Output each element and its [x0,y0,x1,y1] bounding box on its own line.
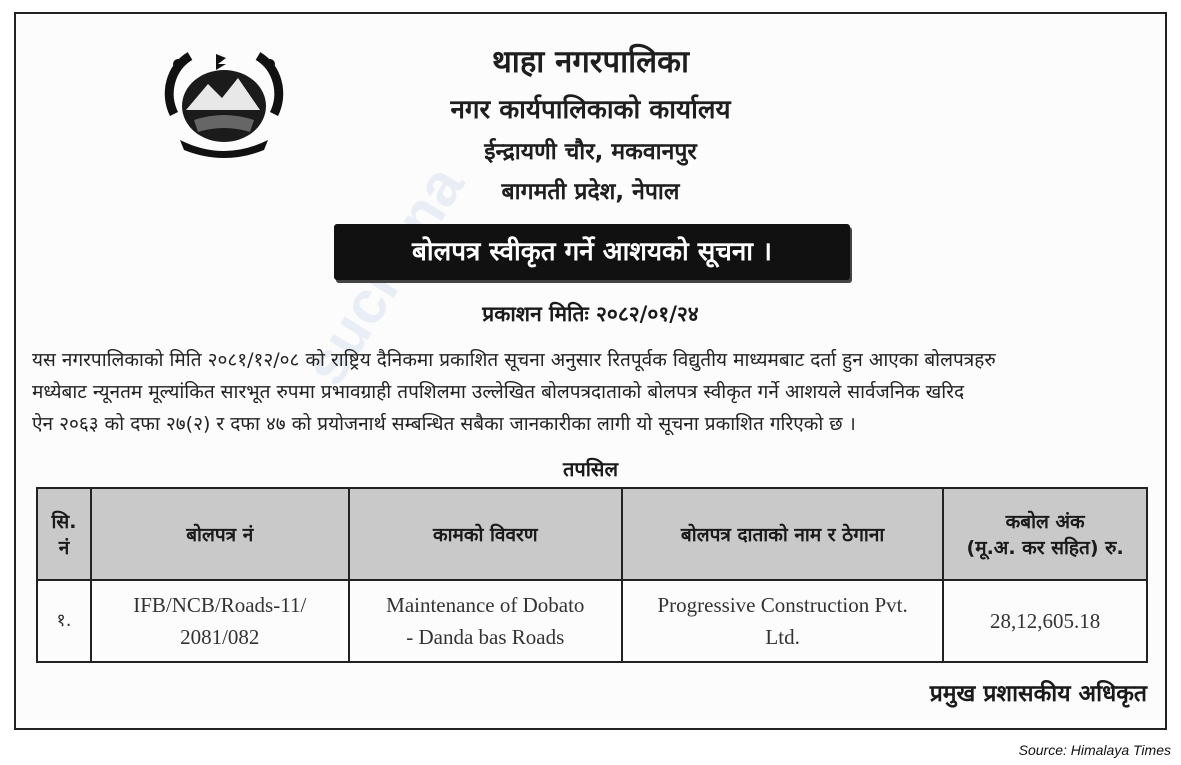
cell-description: Maintenance of Dobato - Danda bas Roads [349,580,622,662]
signatory-title: प्रमुख प्रशासकीय अधिकृत [929,681,1147,707]
header-description: कामको विवरण [349,488,622,580]
notice-body [32,344,1152,440]
header-bidder: बोलपत्र दाताको नाम र ठेगाना [622,488,943,580]
bid-table [36,487,1148,663]
office-address: ईन्द्रायणी चौर, मकवानपुर [484,139,697,165]
cell-bidder: Progressive Construction Pvt. Ltd. [622,580,943,662]
municipality-name: थाहा नगरपालिका [492,44,689,80]
office-name: नगर कार्यपालिकाको कार्यालय [450,95,731,125]
cell-bid-no: IFB/NCB/Roads-11/ 2081/082 [91,580,349,662]
table-row [37,580,1147,662]
publish-date: प्रकाशन मितिः २०८२/०१/२४ [482,302,699,326]
table-heading: तपसिल [562,457,619,481]
header-sn: सि. नं [37,488,91,580]
office-province: बागमती प्रदेश, नेपाल [501,179,680,205]
source-credit: Source: Himalaya Times [1018,742,1171,758]
body-line: यस नगरपालिकाको मिति २०८१/१२/०८ को राष्ट्रिय दैनिकमा प्रकाशित सूचना अनुसार रितपूर्वक विद्युतीय माध्यमबाट दर्ता हुन आएका बोलपत्रहरु [32,349,996,371]
cell-amount: 28,12,605.18 [943,580,1147,662]
notice-title-banner: बोलपत्र स्वीकृत गर्ने आशयको सूचना । [334,224,850,280]
cell-sn: १. [37,580,91,662]
header-amount: कबोल अंक (मू.अ. कर सहित) रु. [943,488,1147,580]
header-bid-no: बोलपत्र नं [91,488,349,580]
body-line: ऐन २०६३ को दफा २७(२) र दफा ४७ को प्रयोजनार्थ सम्बन्धित सबैका जानकारीका लागी यो सूचना प्रकाशित गरिएको छ । [32,413,856,435]
body-line: मध्येबाट न्यूनतम मूल्यांकित सारभूत रुपमा प्रभावग्राही तपशिलमा उल्लेखित बोलपत्रदाताको बोलपत्र स्वीकृत गर्ने आशयले सार्वजनिक खरिद [32,381,965,403]
table-header-row [37,488,1147,580]
